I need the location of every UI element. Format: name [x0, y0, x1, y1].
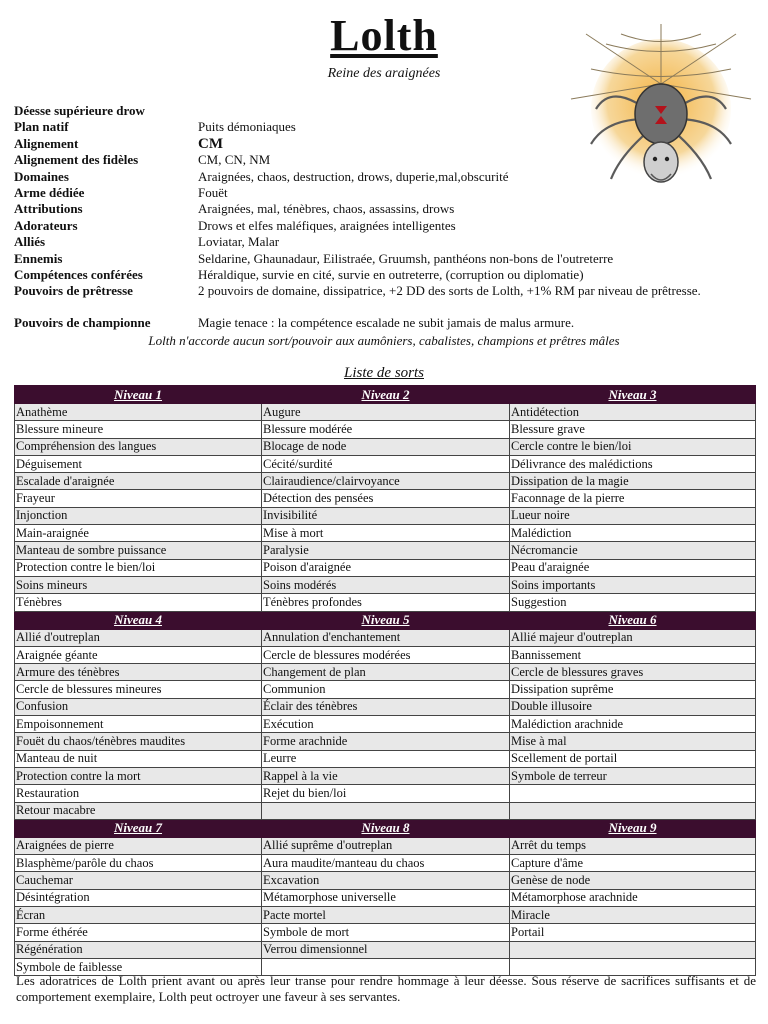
spell-cell: Symbole de faiblesse [15, 958, 262, 975]
level-header: Niveau 4 [15, 611, 262, 629]
level-header: Niveau 2 [262, 386, 510, 404]
spell-cell: Blessure grave [510, 421, 756, 438]
table-row [15, 802, 756, 819]
property-row [14, 251, 744, 267]
table-row [15, 941, 756, 958]
level-header: Niveau 3 [510, 386, 756, 404]
level-header: Niveau 8 [262, 819, 510, 837]
spell-cell: Malédiction arachnide [510, 716, 756, 733]
spell-cell: Nécromancie [510, 542, 756, 559]
property-label: Adorateurs [14, 217, 78, 233]
property-value: Magie tenace : la compétence escalade ne subit jamais de malus armure. [198, 315, 575, 331]
property-label: Déesse supérieure drow [14, 103, 145, 118]
spell-cell: Blocage de node [262, 438, 510, 455]
spell-cell: Compréhension des langues [15, 438, 262, 455]
table-row [15, 664, 756, 681]
spell-cell: Frayeur [15, 490, 262, 507]
spell-cell: Dissipation de la magie [510, 473, 756, 490]
spell-cell: Leurre [262, 750, 510, 767]
spell-cell: Cauchemar [15, 872, 262, 889]
table-row [15, 525, 756, 542]
spell-cell: Lueur noire [510, 507, 756, 524]
spell-cell: Cercle de blessures graves [510, 664, 756, 681]
spell-cell: Blessure mineure [15, 421, 262, 438]
property-label: Compétences conférées [14, 266, 143, 282]
table-row [15, 767, 756, 784]
spell-cell: Écran [15, 907, 262, 924]
property-label: Attributions [14, 201, 83, 217]
spell-cell: Genèse de node [510, 872, 756, 889]
property-row [14, 267, 744, 283]
spell-cell: Miracle [510, 907, 756, 924]
spell-cell: Excavation [262, 872, 510, 889]
property-label: Plan natif [14, 119, 69, 135]
level-header: Niveau 9 [510, 819, 756, 837]
spell-cell: Main-araignée [15, 525, 262, 542]
table-row [15, 646, 756, 663]
table-row [15, 924, 756, 941]
table-row [15, 473, 756, 490]
property-label: Alignement [14, 135, 79, 151]
spell-cell: Détection des pensées [262, 490, 510, 507]
spell-cell: Cercle de blessures modérées [262, 646, 510, 663]
table-row [15, 681, 756, 698]
spell-cell: Poison d'araignée [262, 559, 510, 576]
spell-cell: Forme éthérée [15, 924, 262, 941]
level-header: Niveau 6 [510, 611, 756, 629]
property-label: Domaines [14, 168, 69, 184]
table-row [15, 507, 756, 524]
spell-cell: Fouët du chaos/ténèbres maudites [15, 733, 262, 750]
table-row [15, 576, 756, 593]
level-header: Niveau 7 [15, 819, 262, 837]
spell-cell: Clairaudience/clairvoyance [262, 473, 510, 490]
spell-cell: Anathème [15, 404, 262, 421]
page-title: Lolth [330, 11, 438, 60]
property-row [14, 234, 744, 250]
property-row [14, 136, 744, 152]
spell-cell: Aura maudite/manteau du chaos [262, 855, 510, 872]
spell-cell: Araignées de pierre [15, 837, 262, 854]
spell-cell: Soins modérés [262, 576, 510, 593]
table-row [15, 785, 756, 802]
spell-cell: Dissipation suprême [510, 681, 756, 698]
spell-cell: Exécution [262, 716, 510, 733]
spell-cell: Soins mineurs [15, 576, 262, 593]
table-row [15, 421, 756, 438]
spell-cell: Invisibilité [262, 507, 510, 524]
spell-cell: Scellement de portail [510, 750, 756, 767]
spell-cell: Retour macabre [15, 802, 262, 819]
property-value: Puits démoniaques [198, 119, 296, 135]
table-row [15, 733, 756, 750]
table-row [15, 872, 756, 889]
property-label: Alignement des fidèles [14, 152, 139, 168]
level-header: Niveau 5 [262, 611, 510, 629]
spell-cell: Pacte mortel [262, 907, 510, 924]
spell-cell: Symbole de mort [262, 924, 510, 941]
spell-cell: Confusion [15, 698, 262, 715]
property-row [14, 185, 744, 201]
property-value: Fouët [198, 184, 228, 200]
property-row [14, 283, 744, 315]
spell-cell: Escalade d'araignée [15, 473, 262, 490]
spell-cell: Rejet du bien/loi [262, 785, 510, 802]
spell-cell: Communion [262, 681, 510, 698]
deity-properties [14, 103, 744, 332]
spell-cell: Soins importants [510, 576, 756, 593]
property-row [14, 315, 744, 331]
spell-cell: Mise à mort [262, 525, 510, 542]
spell-cell: Cercle contre le bien/loi [510, 438, 756, 455]
spell-list-title: Liste de sorts [343, 365, 424, 381]
spell-cell: Éclair des ténèbres [262, 698, 510, 715]
spell-cell: Changement de plan [262, 664, 510, 681]
level-header-row [15, 819, 756, 837]
table-row [15, 837, 756, 854]
property-value: 2 pouvoirs de domaine, dissipatrice, +2 DD des sorts de Lolth, +1% RM par niveau de prêtresse. [198, 283, 701, 299]
spell-cell: Manteau de sombre puissance [15, 542, 262, 559]
property-row [14, 119, 744, 135]
spell-cell: Bannissement [510, 646, 756, 663]
spell-cell: Déguisement [15, 455, 262, 472]
spell-cell: Verrou dimensionnel [262, 941, 510, 958]
table-row [15, 889, 756, 906]
level-header-row [15, 611, 756, 629]
spell-cell: Allié majeur d'outreplan [510, 629, 756, 646]
spell-cell: Malédiction [510, 525, 756, 542]
spell-cell: Manteau de nuit [15, 750, 262, 767]
spell-cell [510, 941, 756, 958]
spell-cell: Araignée géante [15, 646, 262, 663]
spell-cell: Blasphème/parôle du chaos [15, 855, 262, 872]
table-row [15, 490, 756, 507]
table-row [15, 594, 756, 611]
spell-cell: Ténèbres profondes [262, 594, 510, 611]
spell-cell: Forme arachnide [262, 733, 510, 750]
property-row [14, 201, 744, 217]
property-value: Héraldique, survie en cité, survie en outreterre, (corruption ou diplomatie) [198, 266, 584, 282]
spell-cell: Rappel à la vie [262, 767, 510, 784]
property-label: Pouvoirs de prêtresse [14, 283, 133, 299]
spell-cell: Faconnage de la pierre [510, 490, 756, 507]
spell-cell: Antidétection [510, 404, 756, 421]
table-row [15, 438, 756, 455]
spell-cell: Paralysie [262, 542, 510, 559]
property-value: CM, CN, NM [198, 152, 271, 168]
spell-cell: Symbole de terreur [510, 767, 756, 784]
spell-cell: Portail [510, 924, 756, 941]
property-value: CM [198, 135, 223, 152]
spell-cell: Augure [262, 404, 510, 421]
table-row [15, 542, 756, 559]
property-row [14, 152, 744, 168]
spell-cell [510, 802, 756, 819]
property-value: Araignées, mal, ténèbres, chaos, assassins, drows [198, 201, 455, 217]
spell-cell: Peau d'araignée [510, 559, 756, 576]
property-row [14, 218, 744, 234]
table-row [15, 716, 756, 733]
level-header: Niveau 1 [15, 386, 262, 404]
spell-cell: Métamorphose universelle [262, 889, 510, 906]
spell-cell: Cercle de blessures mineures [15, 681, 262, 698]
spell-cell: Cécité/surdité [262, 455, 510, 472]
property-label: Pouvoirs de championne [14, 315, 151, 331]
property-label: Alliés [14, 234, 46, 250]
property-row [14, 103, 744, 119]
table-row [15, 404, 756, 421]
spell-cell: Protection contre le bien/loi [15, 559, 262, 576]
table-row [15, 629, 756, 646]
property-label: Ennemis [14, 250, 63, 266]
spell-cell: Blessure modérée [262, 421, 510, 438]
spell-cell: Empoisonnement [15, 716, 262, 733]
spell-cell: Mise à mal [510, 733, 756, 750]
property-value: Drows et elfes maléfiques, araignées intelligentes [198, 217, 456, 233]
spell-cell: Annulation d'enchantement [262, 629, 510, 646]
spell-cell: Allié suprême d'outreplan [262, 837, 510, 854]
spell-cell: Ténèbres [15, 594, 262, 611]
property-label: Arme dédiée [14, 184, 85, 200]
spell-cell: Régénération [15, 941, 262, 958]
spell-cell: Capture d'âme [510, 855, 756, 872]
restriction-note: Lolth n'accorde aucun sort/pouvoir aux aumôniers, cabalistes, champions et prêtres mâles [148, 333, 620, 348]
table-row [15, 559, 756, 576]
spell-cell: Suggestion [510, 594, 756, 611]
property-value: Loviatar, Malar [198, 234, 280, 250]
table-row [15, 698, 756, 715]
table-row [15, 907, 756, 924]
table-row [15, 455, 756, 472]
property-row [14, 169, 744, 185]
spell-cell: Restauration [15, 785, 262, 802]
page-subtitle: Reine des araignées [327, 66, 441, 81]
spell-cell: Délivrance des malédictions [510, 455, 756, 472]
spell-cell: Allié d'outreplan [15, 629, 262, 646]
table-row [15, 855, 756, 872]
level-header-row [15, 386, 756, 404]
spell-cell [510, 785, 756, 802]
spell-cell: Armure des ténèbres [15, 664, 262, 681]
spell-cell: Double illusoire [510, 698, 756, 715]
spell-cell: Désintégration [15, 889, 262, 906]
property-value: Seldarine, Ghaunadaur, Eilistraée, Gruumsh, panthéons non-bons de l'outreterre [198, 250, 614, 266]
spell-cell: Protection contre la mort [15, 767, 262, 784]
spell-cell [262, 802, 510, 819]
spell-cell: Arrêt du temps [510, 837, 756, 854]
table-row [15, 750, 756, 767]
spell-table [14, 385, 756, 976]
property-value: Araignées, chaos, destruction, drows, duperie,mal,obscurité [198, 168, 509, 184]
spell-cell: Injonction [15, 507, 262, 524]
spell-cell: Métamorphose arachnide [510, 889, 756, 906]
footer-text: Les adoratrices de Lolth prient avant ou après leur transe pour rendre hommage à leur déesse. Sous réserve de sacrifices suffisants et de comportement exemplaire, Lolth peut octroyer une faveur à ses servantes. [16, 973, 756, 1004]
